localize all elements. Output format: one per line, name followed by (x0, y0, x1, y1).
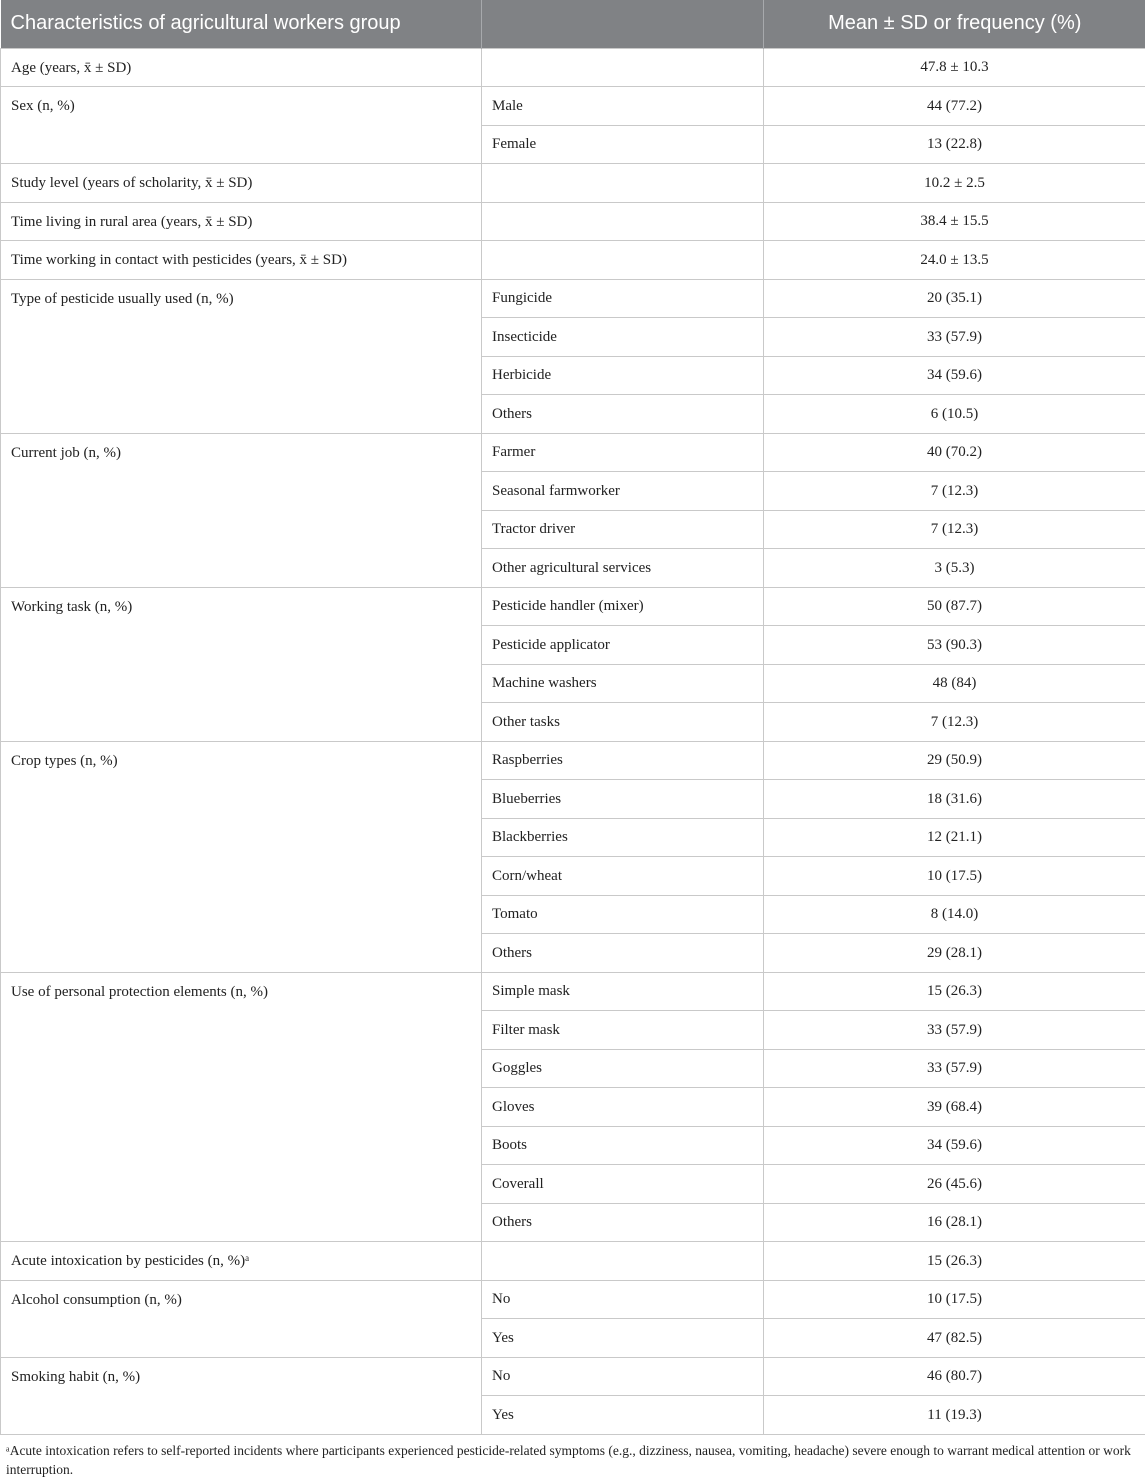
row-category: Other agricultural services (482, 549, 764, 588)
table-row (1, 48, 1145, 87)
table-row (1, 202, 1145, 241)
row-label: Time working in contact with pesticides (years, x̄ ± SD) (1, 241, 482, 280)
row-category: Corn/wheat (482, 857, 764, 896)
row-category: Boots (482, 1126, 764, 1165)
row-category: Tractor driver (482, 510, 764, 549)
row-category: Others (482, 1203, 764, 1242)
row-value: 33 (57.9) (764, 318, 1145, 357)
row-value: 3 (5.3) (764, 549, 1145, 588)
row-value: 39 (68.4) (764, 1088, 1145, 1127)
row-label: Sex (n, %) (1, 87, 482, 164)
row-value: 8 (14.0) (764, 895, 1145, 934)
row-value: 20 (35.1) (764, 279, 1145, 318)
row-label: Type of pesticide usually used (n, %) (1, 279, 482, 433)
row-label: Acute intoxication by pesticides (n, %)ᵃ (1, 1242, 482, 1281)
row-category: Blueberries (482, 780, 764, 819)
row-value: 16 (28.1) (764, 1203, 1145, 1242)
row-value: 33 (57.9) (764, 1049, 1145, 1088)
row-label: Smoking habit (n, %) (1, 1357, 482, 1434)
table-row (1, 1280, 1145, 1319)
row-category: Tomato (482, 895, 764, 934)
row-value: 10 (17.5) (764, 857, 1145, 896)
row-value: 18 (31.6) (764, 780, 1145, 819)
row-value: 48 (84) (764, 664, 1145, 703)
row-category: Seasonal farmworker (482, 472, 764, 511)
row-category: Pesticide applicator (482, 626, 764, 665)
row-category: Raspberries (482, 741, 764, 780)
table-footnote: ᵃAcute intoxication refers to self-reported incidents where participants experienced pesticide-related symptoms (e.g., dizziness, nausea, vomiting, headache) severe enough to warrant medical attention or work interruption. (6, 1442, 1131, 1477)
row-value: 29 (28.1) (764, 934, 1145, 973)
row-category: Insecticide (482, 318, 764, 357)
row-category: Herbicide (482, 356, 764, 395)
row-value: 12 (21.1) (764, 818, 1145, 857)
row-value: 34 (59.6) (764, 1126, 1145, 1165)
row-value: 24.0 ± 13.5 (764, 241, 1145, 280)
row-label: Alcohol consumption (n, %) (1, 1280, 482, 1357)
row-label: Crop types (n, %) (1, 741, 482, 972)
row-value: 7 (12.3) (764, 703, 1145, 742)
header-characteristics: Characteristics of agricultural workers group (1, 0, 482, 48)
table-row (1, 164, 1145, 203)
row-category: Gloves (482, 1088, 764, 1127)
row-value: 38.4 ± 15.5 (764, 202, 1145, 241)
row-value: 7 (12.3) (764, 510, 1145, 549)
row-label: Use of personal protection elements (n, %) (1, 972, 482, 1242)
row-value: 47.8 ± 10.3 (764, 48, 1145, 87)
row-value: 29 (50.9) (764, 741, 1145, 780)
table-row (1, 87, 1145, 126)
row-category: Others (482, 395, 764, 434)
row-category: No (482, 1280, 764, 1319)
row-category (482, 1242, 764, 1281)
table-row (1, 279, 1145, 318)
row-value: 11 (19.3) (764, 1396, 1145, 1435)
row-label: Time living in rural area (years, x̄ ± SD) (1, 202, 482, 241)
table-row (1, 741, 1145, 780)
row-value: 47 (82.5) (764, 1319, 1145, 1358)
row-value: 10 (17.5) (764, 1280, 1145, 1319)
row-category: Coverall (482, 1165, 764, 1204)
row-value: 15 (26.3) (764, 1242, 1145, 1281)
row-value: 44 (77.2) (764, 87, 1145, 126)
row-label: Current job (n, %) (1, 433, 482, 587)
table-row (1, 241, 1145, 280)
row-category: Farmer (482, 433, 764, 472)
row-value: 10.2 ± 2.5 (764, 164, 1145, 203)
row-category (482, 202, 764, 241)
row-value: 15 (26.3) (764, 972, 1145, 1011)
row-category: Machine washers (482, 664, 764, 703)
table-row (1, 587, 1145, 626)
table-row (1, 1242, 1145, 1281)
row-category: Female (482, 125, 764, 164)
row-category: Goggles (482, 1049, 764, 1088)
row-category (482, 241, 764, 280)
row-label: Study level (years of scholarity, x̄ ± SD) (1, 164, 482, 203)
row-value: 13 (22.8) (764, 125, 1145, 164)
table-row (1, 433, 1145, 472)
row-value: 50 (87.7) (764, 587, 1145, 626)
row-value: 26 (45.6) (764, 1165, 1145, 1204)
row-category: Other tasks (482, 703, 764, 742)
table-row (1, 972, 1145, 1011)
header-value: Mean ± SD or frequency (%) (828, 12, 1082, 35)
row-category: No (482, 1357, 764, 1396)
header-category (482, 0, 764, 48)
row-value: 40 (70.2) (764, 433, 1145, 472)
row-category: Yes (482, 1396, 764, 1435)
table-body (1, 48, 1145, 1434)
row-category (482, 164, 764, 203)
row-category: Simple mask (482, 972, 764, 1011)
row-value: 46 (80.7) (764, 1357, 1145, 1396)
row-category: Male (482, 87, 764, 126)
row-value: 7 (12.3) (764, 472, 1145, 511)
row-value: 6 (10.5) (764, 395, 1145, 434)
row-category (482, 48, 764, 87)
row-category: Pesticide handler (mixer) (482, 587, 764, 626)
row-value: 53 (90.3) (764, 626, 1145, 665)
row-category: Blackberries (482, 818, 764, 857)
row-value: 34 (59.6) (764, 356, 1145, 395)
row-category: Yes (482, 1319, 764, 1358)
table-header-row (1, 0, 1145, 48)
row-label: Working task (n, %) (1, 587, 482, 741)
row-label: Age (years, x̄ ± SD) (1, 48, 482, 87)
row-category: Others (482, 934, 764, 973)
table-row (1, 1357, 1145, 1396)
row-category: Fungicide (482, 279, 764, 318)
row-value: 33 (57.9) (764, 1011, 1145, 1050)
row-category: Filter mask (482, 1011, 764, 1050)
